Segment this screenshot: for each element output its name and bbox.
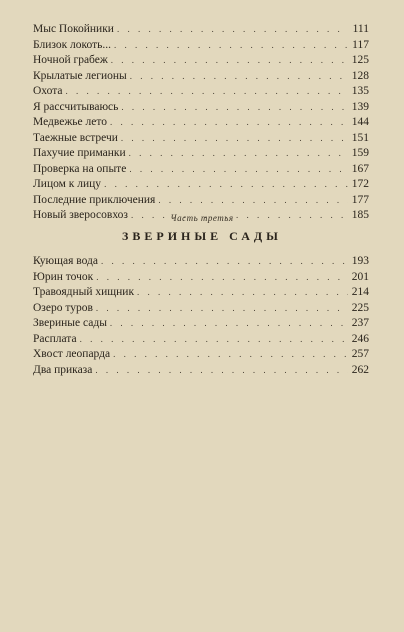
part-label: Часть третья [170, 213, 234, 223]
toc-entry-title: Два приказа [33, 363, 93, 376]
toc-entry-title: Озеро туров [33, 301, 93, 314]
dot-leader [130, 69, 348, 85]
toc-entry [33, 115, 369, 131]
toc-entry [33, 38, 369, 54]
table-of-contents-continued [33, 22, 369, 224]
dot-leader [129, 162, 348, 178]
toc-entry [33, 316, 369, 332]
toc-entry-title: Таежные встречи [33, 131, 118, 144]
dot-leader [137, 285, 348, 301]
toc-entry-page: 117 [352, 38, 369, 51]
toc-entry-page: 125 [351, 54, 369, 66]
dot-leader [101, 254, 348, 270]
toc-entry-page: 201 [351, 270, 369, 283]
toc-entry-page: 225 [351, 301, 369, 314]
toc-entry-title: Я рассчитываюсь [33, 100, 119, 113]
dot-leader [111, 53, 348, 69]
toc-entry-page: 172 [351, 178, 369, 190]
dot-leader [117, 22, 348, 38]
toc-entry-title: Хвост леопарда [33, 348, 111, 360]
toc-entry [33, 162, 369, 178]
toc-entry-page: 193 [351, 255, 369, 267]
dot-leader [96, 301, 348, 317]
toc-entry-page: 237 [351, 317, 369, 329]
toc-entry-title: Медвежье лето [33, 116, 107, 128]
dot-leader [121, 131, 348, 147]
toc-entry-page: 159 [351, 147, 369, 159]
toc-entry [33, 285, 369, 301]
toc-entry-page: 246 [351, 332, 369, 345]
toc-entry [33, 22, 369, 38]
toc-entry-title: Мыс Покойники [33, 23, 114, 35]
toc-entry [33, 193, 369, 209]
toc-entry-title: Травоядный хищник [33, 286, 135, 298]
toc-entry-page: 128 [351, 69, 369, 82]
toc-entry-title: Крылатые легионы [33, 69, 127, 82]
toc-entry [33, 177, 369, 193]
toc-entry-page: 185 [351, 209, 369, 221]
toc-entry-page: 262 [351, 363, 369, 376]
toc-entry-page: 151 [351, 131, 369, 144]
table-of-contents-part-three [33, 254, 369, 378]
toc-entry [33, 146, 369, 162]
dot-leader [121, 100, 348, 116]
toc-entry [33, 254, 369, 270]
toc-entry-title: Звериные сады [33, 317, 107, 329]
dot-leader [158, 193, 348, 209]
toc-entry-title: Последние приключения [33, 193, 156, 206]
toc-entry [33, 363, 369, 379]
toc-entry-title: Охота [33, 85, 63, 97]
toc-entry-title: Юрин точок [33, 270, 94, 283]
dot-leader [96, 270, 348, 286]
toc-entry [33, 347, 369, 363]
toc-entry-title: Новый зверосовхоз [33, 209, 128, 221]
toc-entry-page: 111 [352, 23, 369, 35]
dot-leader [95, 363, 348, 379]
dot-leader [129, 146, 348, 162]
dot-leader [80, 332, 348, 348]
toc-entry [33, 100, 369, 116]
dot-leader [114, 38, 348, 54]
section-title: ЗВЕРИНЫЕ САДЫ [122, 229, 282, 243]
toc-entry-page: 135 [351, 85, 369, 97]
toc-entry-page: 214 [351, 286, 369, 298]
toc-entry-page: 144 [351, 116, 369, 128]
toc-entry [33, 53, 369, 69]
toc-entry [33, 332, 369, 348]
toc-entry [33, 84, 369, 100]
toc-entry-page: 139 [351, 100, 369, 113]
dot-leader [113, 347, 348, 363]
toc-entry-title: Ночной грабеж [33, 54, 108, 66]
toc-entry [33, 301, 369, 317]
dot-leader [104, 177, 348, 193]
toc-entry-title: Расплата [33, 332, 77, 345]
dot-leader [110, 316, 348, 332]
toc-entry-page: 177 [351, 193, 369, 206]
toc-entry [33, 270, 369, 286]
toc-entry [33, 131, 369, 147]
toc-entry-title: Пахучие приманки [33, 147, 126, 159]
dot-leader [66, 84, 349, 100]
toc-entry-title: Проверка на опыте [33, 162, 127, 175]
toc-entry [33, 69, 369, 85]
toc-entry-title: Кующая вода [33, 255, 98, 267]
toc-entry-page: 167 [351, 162, 369, 175]
toc-entry-page: 257 [351, 348, 369, 360]
dot-leader [110, 115, 348, 131]
toc-entry-title: Близок локоть... [33, 38, 112, 51]
toc-entry-title: Лицом к лицу [33, 178, 102, 190]
